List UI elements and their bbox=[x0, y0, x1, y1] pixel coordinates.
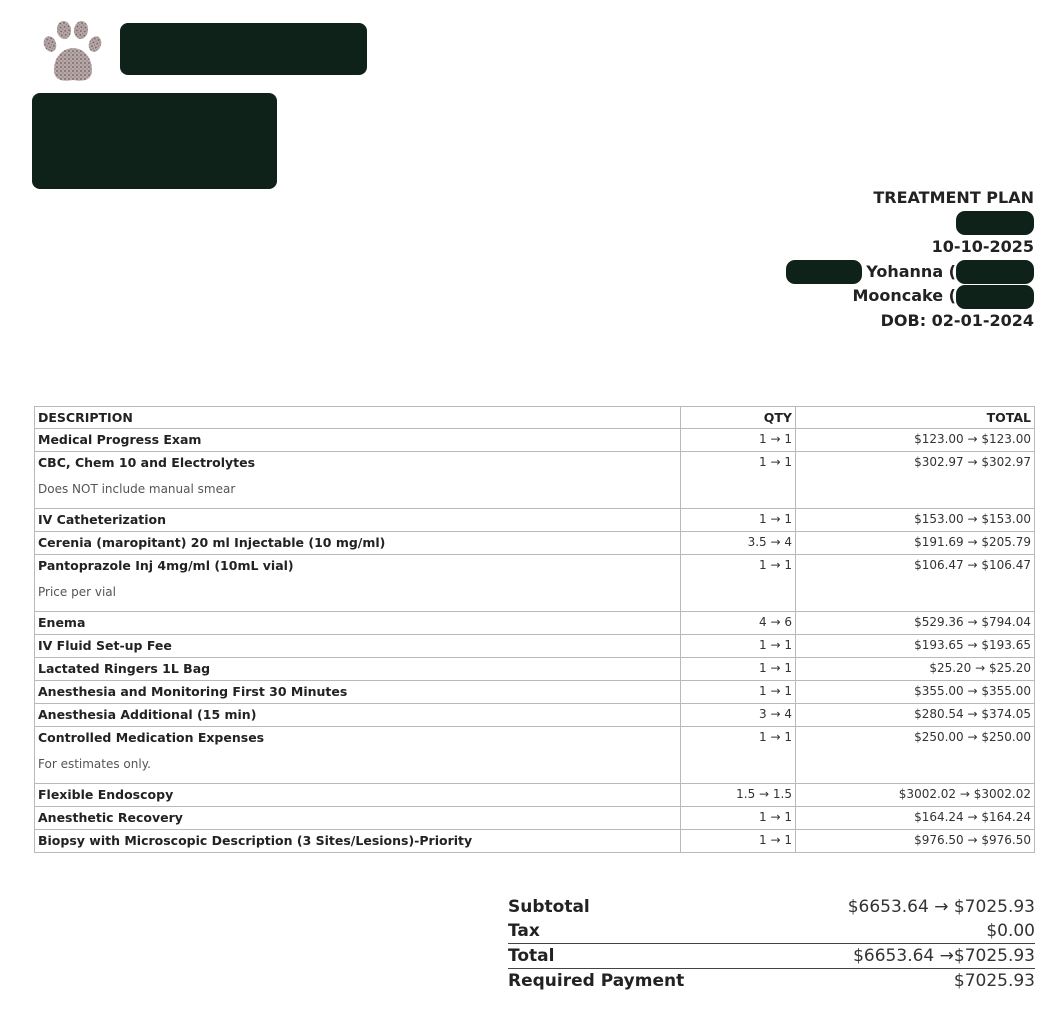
required-payment-label: Required Payment bbox=[508, 971, 685, 991]
item-qty: 3 → 4 bbox=[681, 704, 796, 727]
redacted-clinic-address bbox=[32, 93, 277, 189]
item-description: IV Fluid Set-up Fee bbox=[38, 638, 172, 653]
item-total: $193.65 → $193.65 bbox=[796, 635, 1035, 658]
table-row bbox=[35, 635, 1035, 658]
table-row bbox=[35, 532, 1035, 555]
item-total: $280.54 → $374.05 bbox=[796, 704, 1035, 727]
item-total: $529.36 → $794.04 bbox=[796, 612, 1035, 635]
table-row bbox=[35, 612, 1035, 635]
item-qty: 1 → 1 bbox=[681, 681, 796, 704]
redacted-plan-id bbox=[956, 211, 1034, 235]
required-payment-value: $7025.93 bbox=[953, 971, 1035, 991]
item-total: $106.47 → $106.47 bbox=[796, 555, 1035, 612]
item-total: $191.69 → $205.79 bbox=[796, 532, 1035, 555]
line-items-table bbox=[34, 406, 1035, 853]
subtotal-value: $6653.64 → $7025.93 bbox=[847, 897, 1035, 917]
patient-name: Mooncake ( bbox=[852, 286, 956, 305]
item-description: Anesthesia Additional (15 min) bbox=[38, 707, 257, 722]
subtotal-label: Subtotal bbox=[508, 897, 590, 917]
table-row bbox=[35, 704, 1035, 727]
table-row bbox=[35, 658, 1035, 681]
item-description: CBC, Chem 10 and Electrolytes bbox=[38, 455, 256, 470]
plan-header bbox=[786, 186, 1034, 333]
totals-summary bbox=[508, 895, 1035, 993]
item-qty: 1 → 1 bbox=[681, 635, 796, 658]
document-title: TREATMENT PLAN bbox=[873, 188, 1034, 207]
item-qty: 1 → 1 bbox=[681, 452, 796, 509]
item-description: Controlled Medication Expenses bbox=[38, 730, 265, 745]
item-description: Flexible Endoscopy bbox=[38, 787, 174, 802]
item-qty: 4 → 6 bbox=[681, 612, 796, 635]
paw-print-icon bbox=[40, 18, 120, 88]
table-row bbox=[35, 727, 1035, 784]
total-row bbox=[508, 944, 1035, 968]
patient-line bbox=[786, 284, 1034, 309]
item-total: $123.00 → $123.00 bbox=[796, 429, 1035, 452]
item-description: Anesthetic Recovery bbox=[38, 810, 183, 825]
table-row bbox=[35, 681, 1035, 704]
item-note: Price per vial bbox=[38, 585, 116, 599]
item-total: $25.20 → $25.20 bbox=[796, 658, 1035, 681]
item-description: Pantoprazole Inj 4mg/ml (10mL vial) bbox=[38, 558, 294, 573]
item-description: Enema bbox=[38, 615, 86, 630]
item-qty: 1 → 1 bbox=[681, 830, 796, 853]
item-description: Cerenia (maropitant) 20 ml Injectable (10 mg/ml) bbox=[38, 535, 386, 550]
item-qty: 1 → 1 bbox=[681, 555, 796, 612]
redacted-patient-id bbox=[956, 285, 1034, 309]
item-qty: 1 → 1 bbox=[681, 509, 796, 532]
item-qty: 1 → 1 bbox=[681, 807, 796, 830]
redacted-client-first bbox=[786, 260, 862, 284]
item-total: $976.50 → $976.50 bbox=[796, 830, 1035, 853]
item-qty: 1 → 1 bbox=[681, 429, 796, 452]
patient-dob: DOB: 02-01-2024 bbox=[880, 310, 1034, 330]
item-note: For estimates only. bbox=[38, 757, 151, 771]
item-description: IV Catheterization bbox=[38, 512, 166, 527]
table-row bbox=[35, 807, 1035, 830]
tax-value: $0.00 bbox=[986, 921, 1035, 941]
item-total: $302.97 → $302.97 bbox=[796, 452, 1035, 509]
required-payment-row bbox=[508, 969, 1035, 993]
item-description: Lactated Ringers 1L Bag bbox=[38, 661, 211, 676]
total-label: Total bbox=[508, 946, 555, 966]
item-total: $3002.02 → $3002.02 bbox=[796, 784, 1035, 807]
client-line bbox=[786, 260, 1034, 285]
item-qty: 1 → 1 bbox=[681, 727, 796, 784]
plan-date: 10-10-2025 bbox=[931, 237, 1034, 256]
redacted-client-id bbox=[956, 260, 1034, 284]
subtotal-row bbox=[508, 895, 1035, 919]
item-total: $153.00 → $153.00 bbox=[796, 509, 1035, 532]
tax-row bbox=[508, 919, 1035, 943]
table-row bbox=[35, 555, 1035, 612]
total-value: $6653.64 →$7025.93 bbox=[853, 946, 1035, 966]
item-note: Does NOT include manual smear bbox=[38, 482, 236, 496]
client-name: Yohanna ( bbox=[866, 261, 956, 281]
table-row bbox=[35, 830, 1035, 853]
redacted-clinic-name bbox=[120, 23, 367, 75]
item-total: $355.00 → $355.00 bbox=[796, 681, 1035, 704]
table-row bbox=[35, 509, 1035, 532]
item-qty: 1.5 → 1.5 bbox=[681, 784, 796, 807]
item-qty: 3.5 → 4 bbox=[681, 532, 796, 555]
item-qty: 1 → 1 bbox=[681, 658, 796, 681]
item-total: $164.24 → $164.24 bbox=[796, 807, 1035, 830]
column-header-total: TOTAL bbox=[796, 407, 1035, 429]
tax-label: Tax bbox=[508, 921, 540, 941]
table-row bbox=[35, 429, 1035, 452]
table-row bbox=[35, 452, 1035, 509]
item-description: Biopsy with Microscopic Description (3 Sites/Lesions)-Priority bbox=[38, 833, 473, 848]
item-description: Medical Progress Exam bbox=[38, 432, 202, 447]
column-header-qty: QTY bbox=[681, 407, 796, 429]
column-header-description: DESCRIPTION bbox=[35, 407, 681, 429]
item-total: $250.00 → $250.00 bbox=[796, 727, 1035, 784]
table-row bbox=[35, 784, 1035, 807]
item-description: Anesthesia and Monitoring First 30 Minutes bbox=[38, 684, 348, 699]
table-header-row bbox=[35, 407, 1035, 429]
